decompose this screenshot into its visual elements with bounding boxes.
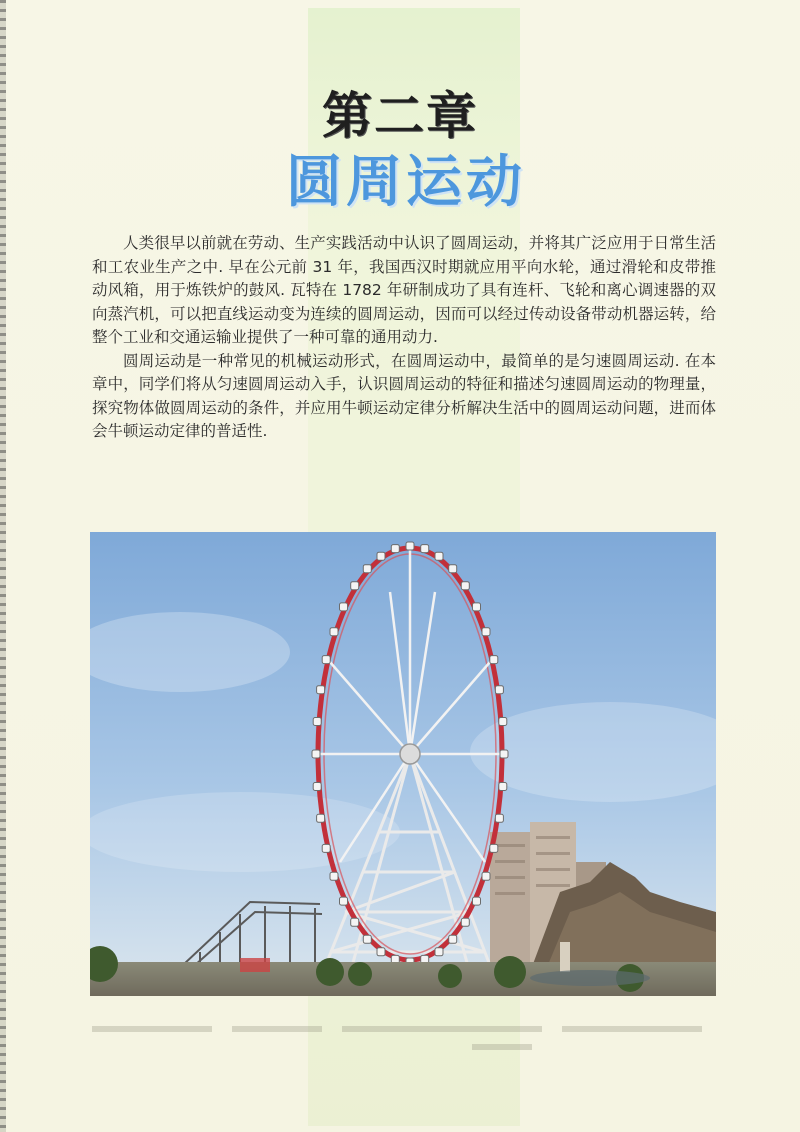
gondola bbox=[322, 844, 330, 852]
gondola bbox=[313, 783, 321, 791]
gondola bbox=[406, 542, 414, 550]
gondola bbox=[391, 545, 399, 553]
gondola bbox=[449, 565, 457, 573]
gondola bbox=[473, 603, 481, 611]
gondola bbox=[322, 656, 330, 664]
gondola bbox=[363, 935, 371, 943]
chapter-title: 圆周运动 bbox=[286, 150, 526, 215]
chapter-number: 第二章 bbox=[322, 87, 478, 145]
gondola bbox=[495, 814, 503, 822]
gondola bbox=[351, 582, 359, 590]
kiosk bbox=[240, 958, 270, 972]
gondola bbox=[495, 686, 503, 694]
gondola bbox=[435, 552, 443, 560]
gondola bbox=[330, 628, 338, 636]
intro-paragraph-2: 圆周运动是一种常见的机械运动形式，在圆周运动中，最简单的是匀速圆周运动. 在本章中，同学们将从匀速圆周运动入手，认识圆周运动的特征和描述匀速圆周运动的物理量，探究物体做圆周运动的条件，并应用牛顿运动定律分析解决生活中的圆周运动问题，进而体会牛顿运动定律的普适性. bbox=[92, 351, 716, 440]
intro-text bbox=[92, 232, 716, 444]
gondola bbox=[473, 897, 481, 905]
statue bbox=[560, 942, 570, 972]
gondola bbox=[330, 872, 338, 880]
gondola bbox=[499, 718, 507, 726]
gondola bbox=[312, 750, 320, 758]
gondola bbox=[482, 872, 490, 880]
fountain bbox=[530, 970, 650, 986]
gondola bbox=[317, 686, 325, 694]
gondola bbox=[377, 552, 385, 560]
gondola bbox=[435, 948, 443, 956]
gondola bbox=[421, 545, 429, 553]
ferris-wheel-illustration bbox=[90, 532, 716, 996]
gondola bbox=[363, 565, 371, 573]
intro-paragraph-1: 人类很早以前就在劳动、生产实践活动中认识了圆周运动，并将其广泛应用于日常生活和工农业生产之中. 早在公元前 31 年，我国西汉时期就应用平向水轮，通过滑轮和皮带推动风箱，用于炼铁炉的鼓风. 瓦特在 1782 年研制成功了具有连杆、飞轮和离心调速器的双向蒸汽机，可以把直线运动变为连续的圆周运动，因而可以经过传动设备带动机器运转，给整个工业和交通运输业提供了一种可靠的通用动力. bbox=[92, 234, 716, 346]
gondola bbox=[377, 948, 385, 956]
gondola bbox=[449, 935, 457, 943]
gondola bbox=[340, 897, 348, 905]
cloud bbox=[90, 792, 400, 872]
gondola bbox=[490, 656, 498, 664]
ferris-wheel-photo bbox=[90, 532, 716, 996]
gondola bbox=[340, 603, 348, 611]
gondola bbox=[461, 582, 469, 590]
gondola bbox=[313, 718, 321, 726]
gondola bbox=[351, 918, 359, 926]
gondola bbox=[317, 814, 325, 822]
gondola bbox=[500, 750, 508, 758]
gondola bbox=[482, 628, 490, 636]
gondola bbox=[499, 783, 507, 791]
bleed-through-text bbox=[92, 1008, 712, 1058]
gondola bbox=[490, 844, 498, 852]
gondola bbox=[461, 918, 469, 926]
